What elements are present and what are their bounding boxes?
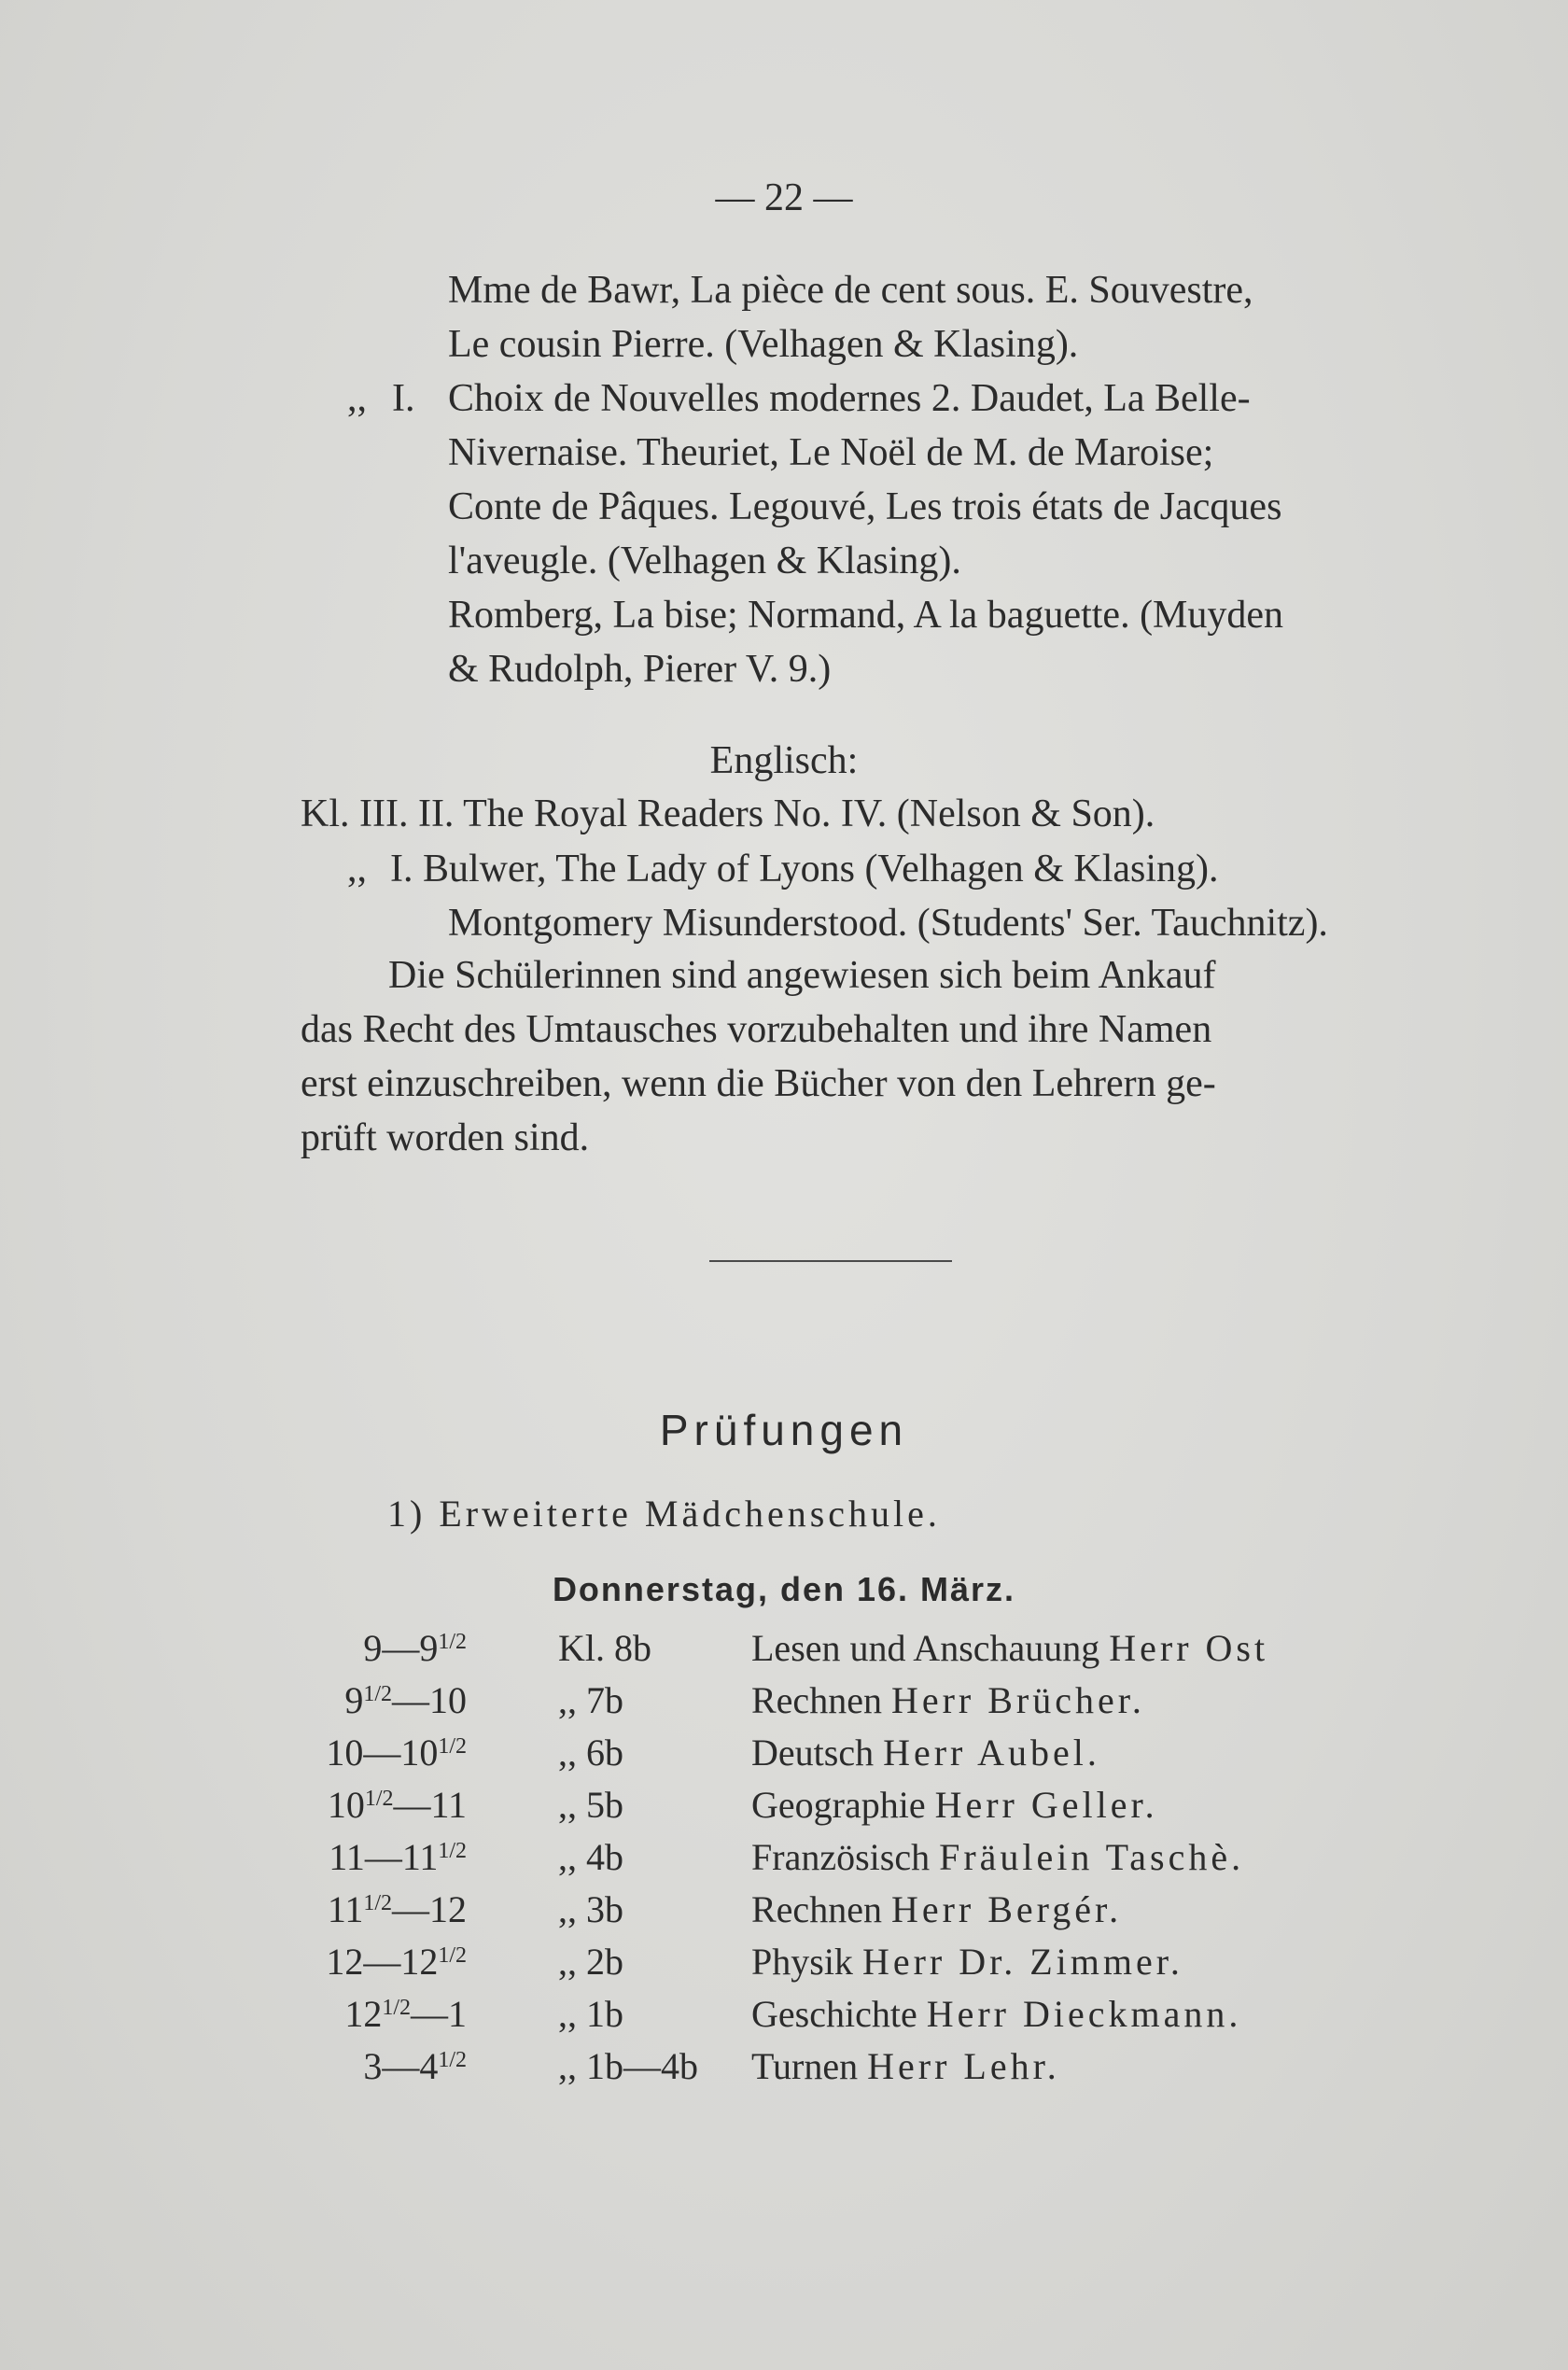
half-fraction: 1/2 [364,1786,394,1811]
schedule-teacher: Herr Aubel. [883,1732,1100,1774]
schedule-teacher: Herr Lehr. [867,2045,1060,2087]
schedule-teacher: Herr Ost [1109,1627,1269,1669]
schedule-row [0,1678,1568,1731]
half-fraction: 1/2 [363,1890,392,1915]
schedule-time: $9—9^{1/2}$ [363,1627,467,1669]
schedule-row [0,1992,1568,2044]
schedule-teacher: Herr Bergér. [890,1888,1123,1930]
schedule-subject: Geographie Herr Geller. [751,1784,1158,1826]
schedule-time: $11—11^{1/2}$ [329,1836,467,1878]
schedule-time: $9^{1/2}—10$ [344,1679,467,1721]
notice-line-4: prüft worden sind. [301,1116,590,1159]
franz-line-6: l'aveugle. (Velhagen & Klasing). [448,540,961,582]
notice-line-1: Die Schülerinnen sind angewiesen sich beim Ankauf [388,954,1216,997]
schedule-class: ,, 3b [558,1888,623,1930]
franz-class-mark: I. [392,377,415,420]
franz-line-5: Conte de Pâques. Legouvé, Les trois états de Jacques [448,485,1282,528]
schedule-class: ,, 7b [558,1679,623,1721]
schedule-row [0,2044,1568,2097]
schedule-class: ,, 5b [558,1784,623,1826]
half-fraction: 1/2 [438,2047,467,2072]
schedule-teacher: Herr Geller. [934,1784,1158,1826]
franz-line-8: & Rudolph, Pierer V. 9.) [448,648,832,691]
schedule-time: $11^{1/2}—12$ [327,1888,467,1930]
schedule-class: ,, 4b [558,1836,623,1878]
schedule-teacher: Herr Dieckmann. [926,1993,1242,2035]
franz-line-4: Nivernaise. Theuriet, Le Noël de M. de Maroise; [448,431,1214,474]
section-heading: Prüfungen [659,1406,909,1454]
notice-line-3: erst einzuschreiben, wenn die Bücher von den Lehrern ge- [301,1062,1216,1105]
schedule-subject: Deutsch Herr Aubel. [751,1732,1100,1774]
schedule-class: Kl. 8b [558,1627,651,1669]
half-fraction: 1/2 [363,1681,392,1706]
schedule-class: ,, 2b [558,1941,623,1983]
schedule-subject: Lesen und Anschauung Herr Ost [751,1627,1269,1669]
franz-line-3: Choix de Nouvelles modernes 2. Daudet, La Belle- [448,377,1251,420]
schedule-class: ,, 1b [558,1993,623,2035]
schedule-subject: Turnen Herr Lehr. [751,2045,1060,2087]
franz-line-7: Romberg, La bise; Normand, A la baguette. (Muyden [448,594,1284,637]
english-line-3: Montgomery Misunderstood. (Students' Ser. Tauchnitz). [448,902,1328,945]
half-fraction: 1/2 [438,1733,467,1759]
schedule-class: ,, 1b—4b [558,2045,698,2087]
franz-line-1: Mme de Bawr, La pièce de cent sous. E. Souvestre, [448,269,1253,312]
notice-line-2: das Recht des Umtausches vorzubehalten und ihre Namen [301,1008,1212,1051]
schedule-time: $3—4^{1/2}$ [363,2045,467,2087]
schedule-subject: Geschichte Herr Dieckmann. [751,1993,1242,2035]
half-fraction: 1/2 [438,1629,467,1654]
english-line-1: Kl. III. II. The Royal Readers No. IV. (Nelson & Son). [301,792,1155,835]
schedule-class: ,, 6b [558,1732,623,1774]
schedule-row [0,1626,1568,1678]
schedule-teacher: Herr Brücher. [890,1679,1145,1721]
schedule-row [0,1835,1568,1887]
schedule-row [0,1731,1568,1783]
schedule-subject: Rechnen Herr Bergér. [751,1888,1123,1930]
english-ditto-mark: ,, [347,848,367,891]
half-fraction: 1/2 [438,1942,467,1968]
schedule-time: $12—12^{1/2}$ [326,1941,467,1983]
franz-line-2: Le cousin Pierre. (Velhagen & Klasing). [448,323,1079,366]
date-heading: Donnerstag, den 16. März. [552,1570,1016,1608]
page-number: — 22 — [715,176,853,219]
schedule-time: $12^{1/2}—1$ [344,1993,467,2035]
half-fraction: 1/2 [438,1838,467,1863]
schedule-subject: Physik Herr Dr. Zimmer. [751,1941,1183,1983]
section-divider [709,1260,952,1262]
schedule-time: $10^{1/2}—11$ [327,1784,467,1826]
half-fraction: 1/2 [382,1995,411,2020]
english-line-2: I. Bulwer, The Lady of Lyons (Velhagen & Klasing). [390,848,1219,891]
schedule-row [0,1783,1568,1835]
schedule-row [0,1940,1568,1992]
schedule-subject: Französisch Fräulein Taschè. [751,1836,1245,1878]
schedule-time: $10—10^{1/2}$ [326,1732,467,1774]
franz-ditto-mark: ,, [347,377,367,420]
schedule-row [0,1887,1568,1940]
schedule-teacher: Herr Dr. Zimmer. [861,1941,1183,1983]
english-heading: Englisch: [709,739,859,782]
schedule-teacher: Fräulein Taschè. [939,1836,1245,1878]
school-heading: 1) Erweiterte Mädchenschule. [387,1493,941,1535]
schedule-subject: Rechnen Herr Brücher. [751,1679,1145,1721]
